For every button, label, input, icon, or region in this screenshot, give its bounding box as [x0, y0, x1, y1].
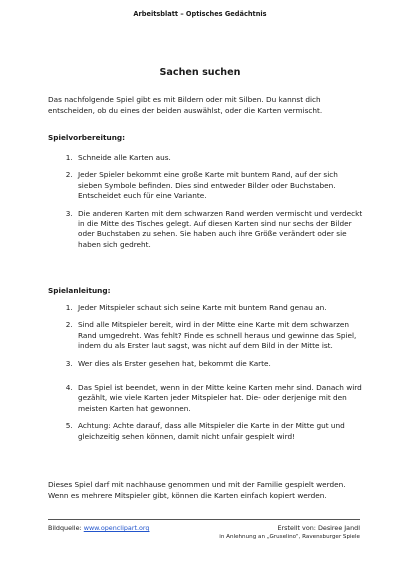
preparation-step: 1. Schneide alle Karten aus.	[75, 153, 364, 163]
outro-paragraph: Dieses Spiel darf mit nachhause genommen und mit der Familie gespielt werden. Wenn es mehrere Mitspieler gibt, können die Karten einfach kopiert werden.	[48, 480, 346, 500]
instruction-step: 4. Das Spiel ist beendet, wenn in der Mitte keine Karten mehr sind. Danach wird gezählt, wie viele Karten jeder Mitspieler hat. Die- oder derjenige mit den meisten Karten hat gewonnen.	[75, 383, 364, 414]
page-title: Sachen suchen	[159, 67, 241, 78]
page-header: Arbeitsblatt – Optisches Gedächtnis	[133, 10, 267, 18]
footer-divider	[48, 519, 360, 520]
instructions-steps	[48, 303, 364, 449]
instruction-step: 2. Sind alle Mitspieler bereit, wird in der Mitte eine Karte mit dem schwarzen Rand umgedreht. Was fehlt? Finde es schnell heraus und gewinne das Spiel, indem du als Erster laut sagst, was nicht auf dem Bild in der Mitte ist.	[75, 320, 364, 351]
instruction-step: 5. Achtung: Achte darauf, dass alle Mitspieler die Karte in der Mitte gut und gleichzeitig sehen können, damit nicht unfair gespielt wird!	[75, 421, 364, 442]
instruction-step: 3. Wer dies als Erster gesehen hat, bekommt die Karte.	[75, 359, 364, 369]
footer-credits	[219, 524, 360, 542]
instruction-step: 1. Jeder Mitspieler schaut sich seine Karte mit buntem Rand genau an.	[75, 303, 364, 313]
preparation-heading: Spielvorbereitung:	[48, 133, 126, 142]
preparation-steps	[48, 153, 364, 257]
preparation-step: 3. Die anderen Karten mit dem schwarzen Rand werden vermischt und verdeckt in die Mitte des Tisches gelegt. Auf diesen Karten sind nur sechs der Bilder oder Buchstaben zu sehen. Sie haben auch ihre Größe verändert oder sie haben sich gedreht.	[75, 209, 364, 251]
author-credit: Erstellt von: Desiree Jandl	[277, 524, 360, 532]
preparation-step: 2. Jeder Spieler bekommt eine große Karte mit buntem Rand, auf der sich sieben Symbole befinden. Dies sind entweder Bilder oder Buchstaben. Entscheidet euch für eine Variante.	[75, 170, 364, 201]
source-label: Bildquelle:	[48, 524, 82, 532]
footer-source	[48, 524, 149, 532]
intro-paragraph: Das nachfolgende Spiel gibt es mit Bildern oder mit Silben. Du kannst dich entscheiden, ob du eines der beiden auswählst, oder die Karten vermischt.	[48, 95, 323, 115]
instructions-heading: Spielanleitung:	[48, 286, 111, 295]
source-link[interactable]: www.openclipart.org	[83, 524, 150, 532]
game-credit: in Anlehnung an „Gruselino“, Ravensburger Spiele	[219, 534, 360, 540]
